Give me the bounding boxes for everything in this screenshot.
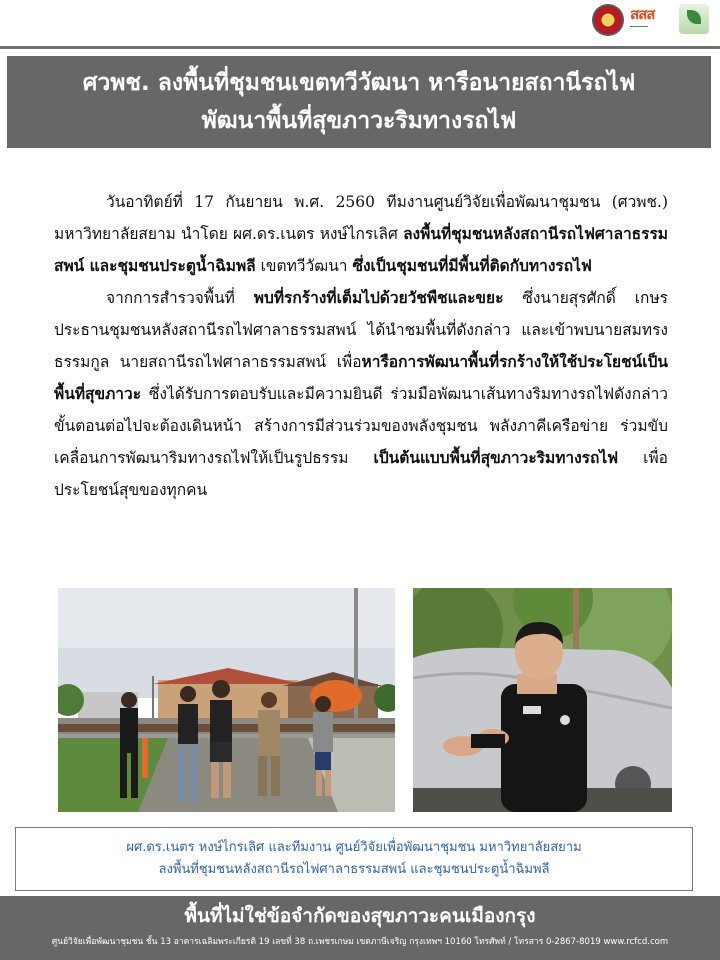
title-band — [7, 56, 711, 148]
header-bar — [0, 0, 720, 44]
p2-seg-1: พบที่รกร้างที่เต็มไปด้วยวัชพืชและขยะ — [253, 288, 504, 307]
university-seal-logo — [592, 4, 624, 36]
photo-speaker — [413, 588, 672, 812]
p2-seg-6: เพื่อประโยชน์สุขของทุกคน — [54, 449, 668, 499]
p1-seg-2: เขตทวีวัฒนา — [255, 257, 353, 275]
article-body — [54, 186, 668, 506]
title-line-1: ศวพช. ลงพื้นที่ชุมชนเขตทวีวัฒนา หารือนายสถานีรถไฟ — [82, 70, 636, 96]
footer-band — [0, 896, 720, 960]
caption-line-2: ลงพื้นที่ชุมชนหลังสถานีรถไฟศาลาธรรมสพน์ และชุมชนประตูน้ำฉิมพลี — [158, 862, 550, 877]
sss-logo-mark: สสส — [630, 5, 655, 23]
p2-seg-3: หารือการพัฒนาพื้นที่รกร้างให้ใช้ประโยชน์เป็นพื้นที่สุขภาวะ — [54, 352, 668, 403]
p1-seg-3: ซึ่งเป็นชุมชนที่มีพื้นที่ติดกับทางรถไฟ — [352, 256, 592, 275]
footer-slogan: พื้นที่ไม่ใช่ข้อจำกัดของสุขภาวะคนเมืองกรุง — [184, 905, 536, 927]
photo-team-at-railway — [58, 588, 395, 812]
p2-seg-4: ซึ่งได้รับการตอบรับและมีความยินดี ร่วมมือพัฒนาเส้นทางริมทางรถไฟดังกล่าว ขั้นตอนต่อไปจะต้องเดินหน้า สร้างการมีส่วนร่วมของพลังชุมชน พลังภาคีเครือข่าย ร่วมขับเคลื่อนการพัฒนาริมทางรถไฟให้เป็นรูปธรรม — [54, 385, 668, 467]
p2-seg-5: เป็นต้นแบบพื้นที่สุขภาวะริมทางรถไฟ — [373, 448, 619, 467]
caption-line-1: ผศ.ดร.เนตร หงษ์ไกรเลิศ และทีมงาน ศูนย์วิจัยเพื่อพัฒนาชุมชน มหาวิทยาลัยสยาม — [126, 840, 582, 855]
p1-seg-1: ลงพื้นที่ชุมชนหลังสถานีรถไฟศาลาธรรมสพน์ และชุมชนประตูน้ำฉิมพลี — [54, 224, 668, 275]
p2-seg-0: จากการสำรวจพื้นที่ — [106, 289, 254, 307]
green-community-logo — [676, 4, 712, 38]
sss-logo — [630, 4, 672, 38]
paragraph-2 — [54, 282, 668, 506]
title-line-2: พัฒนาพื้นที่สุขภาวะริมทางรถไฟ — [201, 108, 517, 134]
p2-seg-2: ซึ่งนายสุรศักดิ์ เกษร ประธานชุมชนหลังสถานีรถไฟศาลาธรรมสพน์ ได้นำชมพื้นที่ดังกล่าว และเข้าพบนายสมทรง ธรรมกูล นายสถานีรถไฟศาลาธรรมสพน์ เพื่อ — [54, 289, 668, 371]
photo-caption — [15, 827, 693, 891]
footer-address: ศูนย์วิจัยเพื่อพัฒนาชุมชน ชั้น 13 อาคารเฉลิมพระเกียรติ 19 เลขที่ 38 ถ.เพชรเกษม เขตภาษีเจริญ กรุงเทพฯ 10160 โทรศัพท์ / โทรสาร 0-2867-8019 www.rcfcd.com — [51, 937, 669, 947]
p1-seg-0: วันอาทิตย์ที่ 17 กันยายน พ.ศ. 2560 ทีมงานศูนย์วิจัยเพื่อพัฒนาชุมชน (ศวพช.) มหาวิทยาลัยสยาม นำโดย ผศ.ดร.เนตร หงษ์ไกรเลิศ — [54, 193, 668, 243]
sss-logo-subtext: ━━━━━━ — [630, 24, 649, 30]
header-divider — [0, 46, 720, 49]
paragraph-1 — [54, 186, 668, 282]
